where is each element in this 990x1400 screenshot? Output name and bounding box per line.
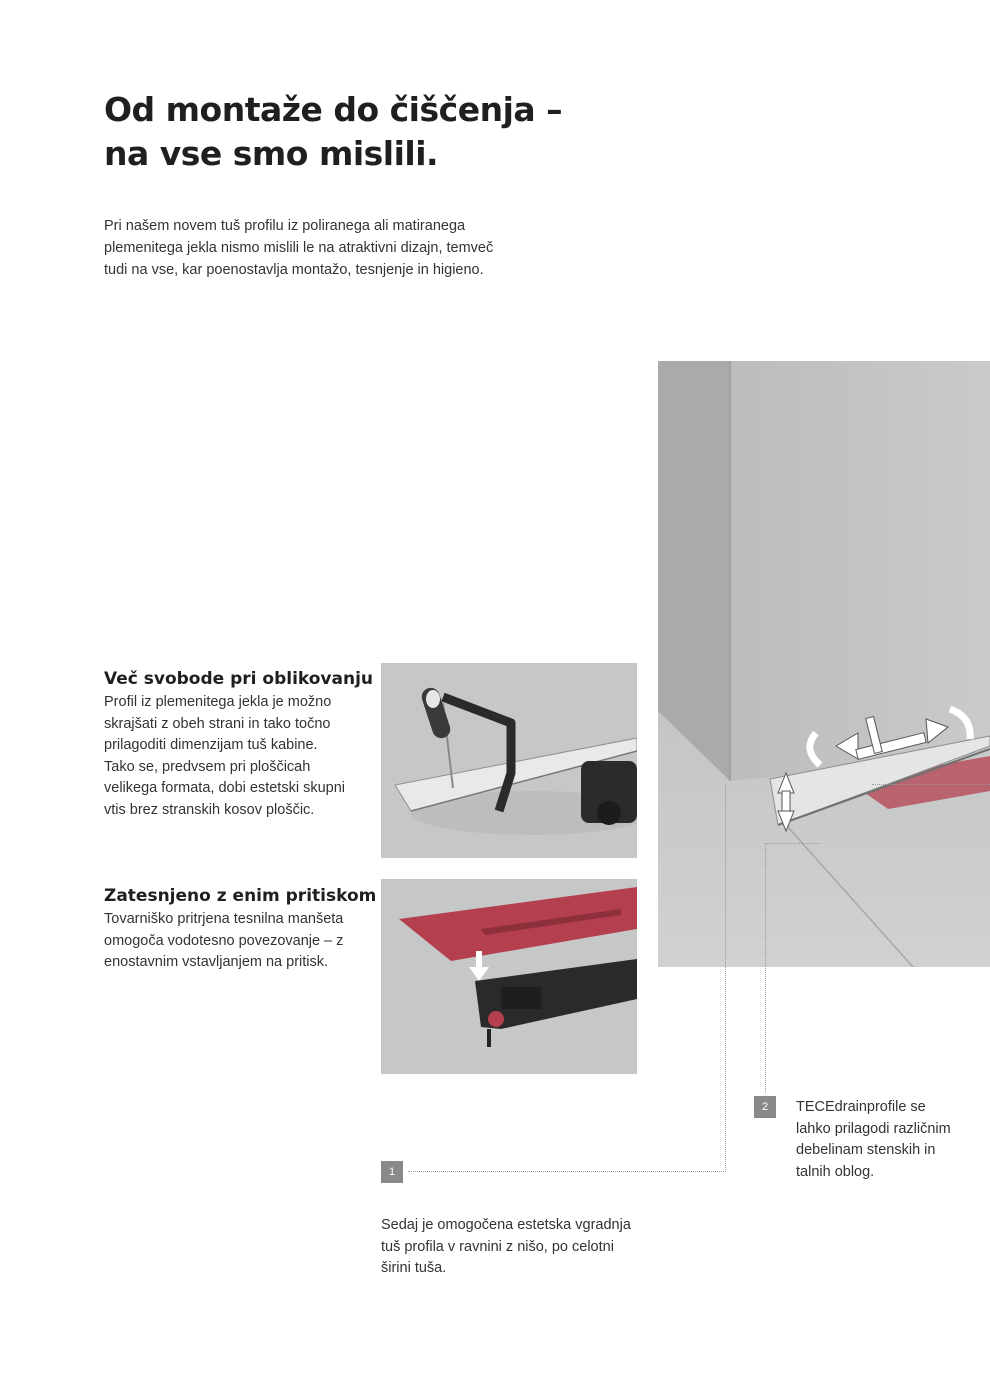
callout-line: tuš profila v ravnini z nišo, po celotni: [381, 1238, 614, 1255]
section-line: skrajšati z obeh strani in tako točno: [104, 715, 331, 732]
callout-2-leader-top: [872, 784, 990, 785]
section-design-freedom: [104, 668, 374, 822]
callout-2-badge: 2: [754, 1096, 776, 1118]
callout-line: Sedaj je omogočena estetska vgradnja: [381, 1217, 631, 1233]
callout-1-text: [381, 1215, 661, 1280]
callout-line: debelinam stenskih in: [796, 1142, 936, 1159]
intro-line: tudi na vse, kar poenostavlja montažo, tesnjenje in higieno.: [104, 262, 484, 278]
callout-line: lahko prilagodi različnim: [796, 1120, 951, 1137]
section-line: Profil iz plemenitega jekla je možno: [104, 694, 332, 710]
callout-2-leader-horizontal: [765, 843, 820, 844]
page-title-line-2: na vse smo mislili.: [104, 134, 439, 173]
section-body: [104, 909, 374, 974]
page-title: [104, 88, 624, 176]
section-title: Več svobode pri oblikovanju: [104, 669, 374, 689]
callout-line: talnih oblog.: [796, 1163, 875, 1180]
shower-niche-svg: [658, 361, 990, 967]
shower-niche-illustration: [658, 361, 990, 967]
section-line: prilagoditi dimenzijam tuš kabine.: [104, 737, 318, 754]
section-line: vtis brez stranskih kosov ploščic.: [104, 801, 315, 818]
section-line: enostavnim vstavljanjem na pritisk.: [104, 954, 329, 971]
intro-paragraph: [104, 215, 524, 281]
section-line: velikega formata, dobi estetski skupni: [104, 780, 345, 797]
saw-cutting-illustration: [381, 663, 637, 858]
page-title-line-1: Od montaže do čiščenja –: [104, 90, 563, 129]
callout-1-badge: 1: [381, 1161, 403, 1183]
section-line: Tovarniško pritrjena tesnilna manšeta: [104, 911, 344, 927]
sealing-membrane-svg: [381, 879, 637, 1074]
callout-line: TECEdrainprofile se: [796, 1099, 926, 1115]
section-sealing: [104, 885, 377, 974]
callout-line: širini tuša.: [381, 1260, 447, 1277]
callout-2-text: [796, 1097, 986, 1183]
sealing-membrane-illustration: [381, 879, 637, 1074]
intro-line: Pri našem novem tuš profilu iz poliranega ali matiranega: [104, 218, 466, 234]
callout-1-leader-horizontal: [408, 1171, 726, 1172]
section-line: omogoča vodotesno povezovanje – z: [104, 932, 344, 949]
section-title: Zatesnjeno z enim pritiskom: [104, 886, 377, 906]
callout-1-leader-vertical: [725, 785, 726, 1172]
saw-cutting-svg: [381, 663, 637, 858]
intro-line: plemenitega jekla nismo mislili le na atraktivni dizajn, temveč: [104, 240, 494, 256]
callout-2-leader-vertical: [765, 843, 766, 1093]
section-line: Tako se, predvsem pri ploščicah: [104, 758, 311, 775]
section-body: [104, 692, 374, 822]
